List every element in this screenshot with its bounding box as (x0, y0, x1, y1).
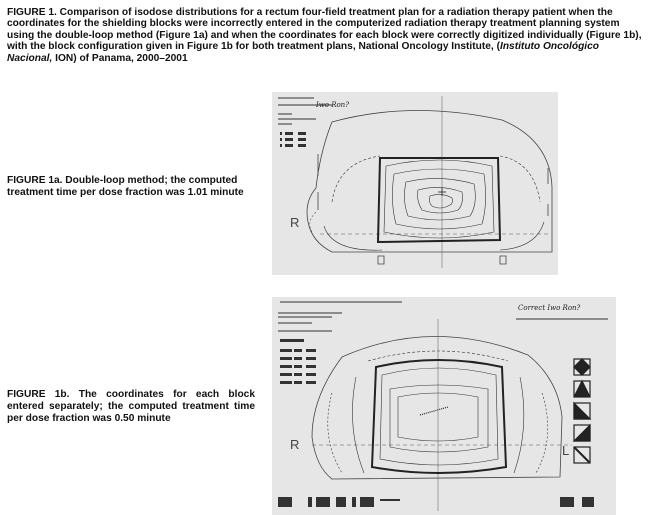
figure-1a-side-label-r: R (290, 215, 300, 230)
figure-1b-svg (272, 297, 616, 515)
figure-1-label: FIGURE 1. (7, 7, 57, 18)
figure-1-text-end: ION) of Panama, 2000–2001 (52, 52, 188, 64)
figure-1a-field-box (378, 158, 500, 242)
figure-1b-isodose-plot (272, 297, 616, 515)
figure-1a-handwritten-label: Iwo Ron? (316, 101, 349, 109)
figure-1b-side-label-r: R (290, 437, 300, 452)
figure-1a-svg (272, 92, 558, 275)
institute-name-italic: Instituto Oncológico Nacional, (7, 41, 600, 64)
figure-1b-body-contour (312, 336, 562, 479)
figure-1b-caption: FIGURE 1b. The coordinates for each block entered separately; the computed treatment time per dose fraction was 0.50 minute (7, 389, 255, 424)
figure-1a-isodose-lines (324, 156, 544, 250)
figure-1b-block-icons (574, 359, 590, 463)
figure-1b-side-label-l: L (562, 443, 570, 458)
figure-1b-field-box (372, 360, 506, 473)
figure-1a-caption: FIGURE 1a. Double-loop method; the computed treatment time per dose fraction was 1.01 minute (7, 175, 244, 198)
figure-1-text: Comparison of isodose distributions for a rectum four-field treatment plan for a radiation therapy patient when the coordinates for the shielding blocks were incorrectly entered in the computerized radiation therapy treatment planning system using the double-loop method (Figure 1a) and when the coordinates for each block were correctly digitized individually (Figure 1b), with the block configuration given in Figure 1b for both treatment plans, National Oncology Institute, ( (7, 7, 642, 53)
figure-1b-block-table (280, 339, 316, 384)
figure-1-caption (7, 7, 643, 64)
figure-1a-isodose-plot (272, 92, 558, 275)
figure-1a-block-table (280, 132, 306, 147)
figure-1b-handwritten-label: Correct Iwo Ron? (518, 304, 581, 312)
figure-1b-bottom-markings (278, 497, 594, 507)
figure-1a-body-contour (307, 110, 552, 252)
